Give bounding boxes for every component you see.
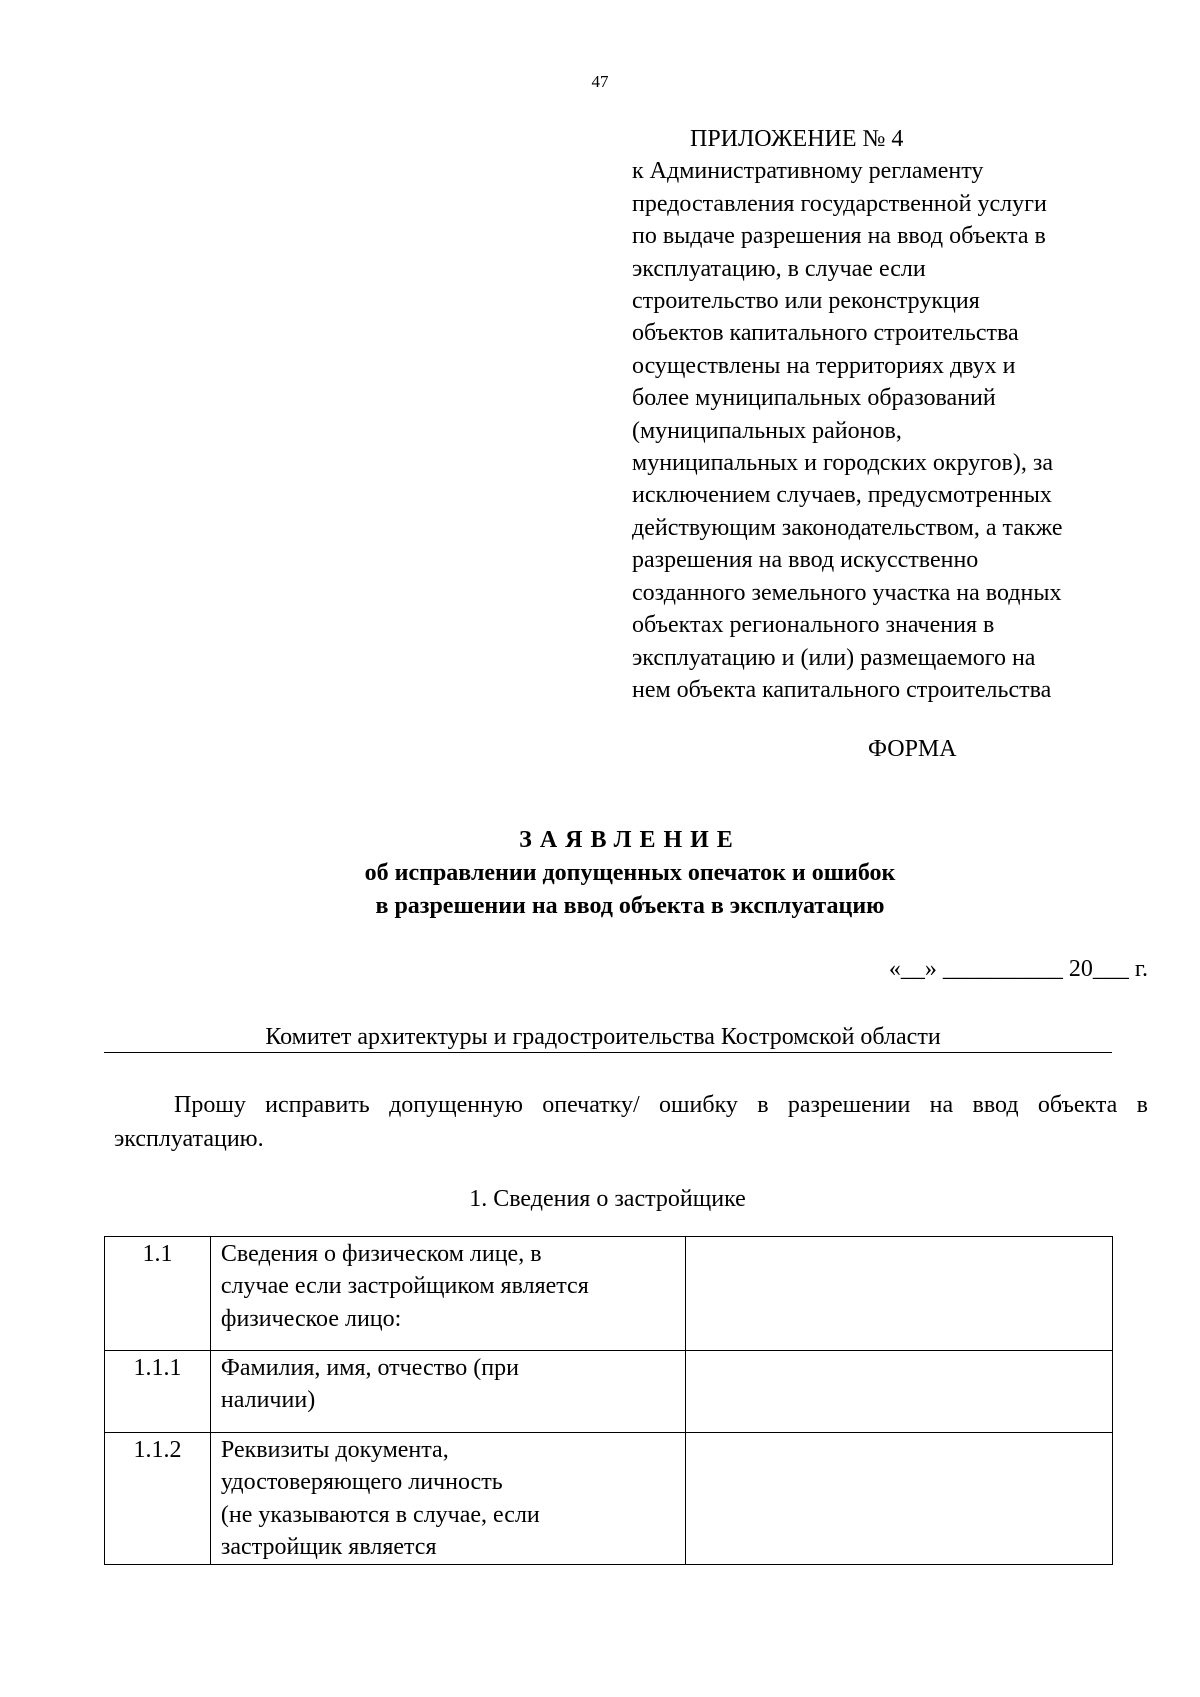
row-label-line: застройщик является [220,1534,437,1561]
row-number: 1.1.1 [105,1351,211,1433]
page-number: 47 [591,72,609,91]
developer-info-table [104,1236,1113,1565]
appendix-line: осуществлены на территориях двух и [632,352,1016,379]
appendix-line: муниципальных и городских округов), за [632,450,1053,477]
row-label [210,1351,685,1433]
statement-subtitle: об исправлении допущенных опечаток и ошибок [364,860,896,886]
statement-subtitle: в разрешении на ввод объекта в эксплуатацию [375,893,885,919]
appendix-line: объектах регионального значения в [632,612,995,639]
appendix-line: исключением случаев, предусмотренных [632,482,1052,509]
row-label-line: Фамилия, имя, отчество (при [220,1355,519,1381]
appendix-line: (муниципальных районов, [632,417,902,444]
appendix-line: предоставления государственной услуги [632,190,1047,217]
statement-heading: ЗАЯВЛЕНИЕ [519,827,741,853]
row-label-line: случае если застройщиком является [220,1273,589,1300]
table-row [105,1351,1113,1433]
row-label-line: Сведения о физическом лице, в [220,1241,542,1267]
request-text: Прошу исправить допущенную опечатку/ ошибку в разрешении на ввод объекта в эксплуатацию. [114,1092,1148,1152]
row-label-line: удостоверяющего личность [220,1469,503,1496]
row-number: 1.1.2 [105,1433,211,1565]
appendix-line: строительство или реконструкция [632,288,980,315]
row-label-line: Реквизиты документа, [220,1437,449,1463]
row-number: 1.1 [105,1237,211,1351]
row-label-line: физическое лицо: [220,1305,402,1332]
appendix-line: действующим законодательством, а также [632,514,1063,541]
appendix-line: объектов капитального строительства [632,320,1019,347]
authority-field[interactable]: Комитет архитектуры и градостроительства Костромской области [104,1022,1112,1053]
appendix-title: ПРИЛОЖЕНИЕ № 4 [690,126,904,152]
row-value-field[interactable] [685,1433,1112,1565]
appendix-line: эксплуатацию, в случае если [632,255,926,282]
row-label [210,1237,685,1351]
row-label-line: (не указываются в случае, если [220,1501,540,1528]
row-label [210,1433,685,1565]
appendix-line: более муниципальных образований [632,385,996,412]
appendix-line: нем объекта капитального строительства [632,676,1052,703]
appendix-line: разрешения на ввод искусственно [632,547,979,574]
section-title: 1. Сведения о застройщике [469,1186,746,1212]
form-label: ФОРМА [868,736,957,762]
row-value-field[interactable] [685,1237,1112,1351]
table-row [105,1237,1113,1351]
appendix-block [632,123,1152,706]
row-label-line: наличии) [220,1387,316,1414]
appendix-line: по выдаче разрешения на ввод объекта в [632,223,1046,250]
statement-title-block [0,824,1200,923]
row-value-field[interactable] [685,1351,1112,1433]
appendix-line: к Административному регламенту [632,158,984,185]
appendix-line: эксплуатацию и (или) размещаемого на [632,644,1036,671]
appendix-line: созданного земельного участка на водных [632,579,1062,606]
table-row [105,1433,1113,1565]
date-line[interactable]: «__» __________ 20___ г. [888,956,1148,982]
